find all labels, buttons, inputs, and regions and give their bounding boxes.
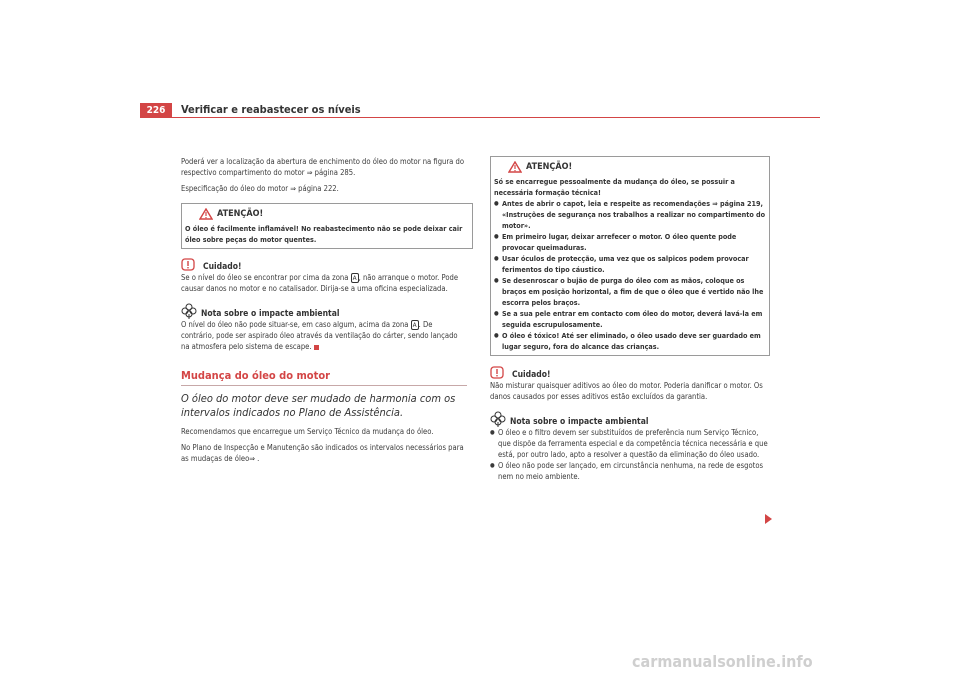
warning-title: ATENÇÃO! [217,209,264,219]
warning-box-left [181,203,473,249]
warning-item: ● Usar óculos de protecção, uma vez que os salpicos podem provocar ferimentos do tipo cáustico. [494,253,766,275]
warning-box-right [490,156,770,356]
warning-triangle-icon [508,161,522,173]
caution-icon [181,258,199,272]
warning-item: ● Em primeiro lugar, deixar arrefecer o motor. O óleo quente pode provocar queimaduras. [494,231,766,253]
caution-text: Não misturar quaisquer aditivos ao óleo do motor. Poderia danificar o motor. Os danos causados por esses aditivos estão excluídos da garantia. [490,381,763,401]
section-paragraph-1: Recomendamos que encarregue um Serviço Técnico da mudança do óleo. [181,427,434,436]
oil-change-section [181,369,467,464]
warning-item: ● Antes de abrir o capot, leia e respeite as recomendações ⇒ página 219, «Instruções de segurança nos trabalhos a realizar no compartimento do motor». [494,198,766,231]
warning-item: ● Se desenroscar o bujão de purga do óleo com as mãos, coloque os braços em posição horizontal, a fim de que o óleo que é vertido não lhe escorra pelos braços. [494,275,766,308]
env-note-item: ● O óleo não pode ser lançado, em circunstância nenhuma, na rede de esgotos nem no meio ambiente. [490,460,768,482]
end-of-section-icon [314,345,319,350]
env-note-item: ● O óleo e o filtro devem ser substituídos de preferência num Serviço Técnico, que dispõe da ferramenta especial e da competência técnica necessária e que está, por outro lado, apto a resolver a questão da eliminação do óleo usado. [490,427,768,460]
warning-text: O óleo é facilmente inflamável! No reabastecimento não se pode deixar cair óleo sobre peças do motor quentes. [185,224,463,244]
caution-text: Se o nível do óleo se encontrar por cima da zona A , não arranque o motor. Pode causar danos no motor e no catalisador. Dirija-se a uma oficina especializada. [181,273,459,293]
warning-intro: Só se encarregue pessoalmente da mudança do óleo, se possuir a necessária formação técnica! [494,177,735,197]
env-note-title: Nota sobre o impacte ambiental [201,309,340,319]
env-note-right [490,411,768,482]
zone-a-marker: A [412,321,417,329]
page-number: 226 [140,103,172,118]
env-note-title: Nota sobre o impacte ambiental [510,417,649,427]
environment-flower-icon [181,303,197,319]
left-column [181,156,467,464]
caution-title: Cuidado! [512,370,551,380]
section-heading: Mudança do óleo do motor [181,369,331,382]
intro-paragraph-1: Poderá ver a localização da abertura de enchimento do óleo do motor na figura do respectivo compartimento do motor ⇒ página 285. [181,157,465,177]
caution-block-right [490,366,768,402]
env-note-text: O nível do óleo não pode situar-se, em caso algum, acima da zona A . De contrário, pode ser aspirado óleo através da ventilação do cárter, sendo lançado na atmosfera pelo sistema de escape. [181,320,458,351]
environment-flower-icon [490,411,506,427]
section-summary: O óleo do motor deve ser mudado de harmonia com os intervalos indicados no Plano de Assistência. [181,392,456,419]
env-note-left [181,303,467,352]
next-page-arrow-icon[interactable] [765,514,772,524]
warning-item: ● O óleo é tóxico! Até ser eliminado, o óleo usado deve ser guardado em lugar seguro, fora do alcance das crianças. [494,330,766,352]
intro-paragraph-2: Especificação do óleo do motor ⇒ página 222. [181,184,339,193]
warning-title: ATENÇÃO! [526,162,573,172]
zone-a-marker: A [352,274,357,282]
caution-title: Cuidado! [203,262,242,272]
warning-item: ● Se a sua pele entrar em contacto com óleo do motor, deverá lavá-la em seguida escrupulosamente. [494,308,766,330]
warning-triangle-icon [199,208,213,220]
section-paragraph-2: No Plano de Inspecção e Manutenção são indicados os intervalos necessários para as mudaças de óleo⇒ . [181,443,464,463]
right-column [490,156,768,482]
warning-list [494,198,766,352]
caution-icon [490,366,508,380]
header-rule [140,117,820,118]
env-note-list [490,427,768,482]
watermark: carmanualsonline.info [632,652,813,671]
chapter-title: Verificar e reabastecer os níveis [181,103,361,116]
caution-block-left [181,258,467,294]
